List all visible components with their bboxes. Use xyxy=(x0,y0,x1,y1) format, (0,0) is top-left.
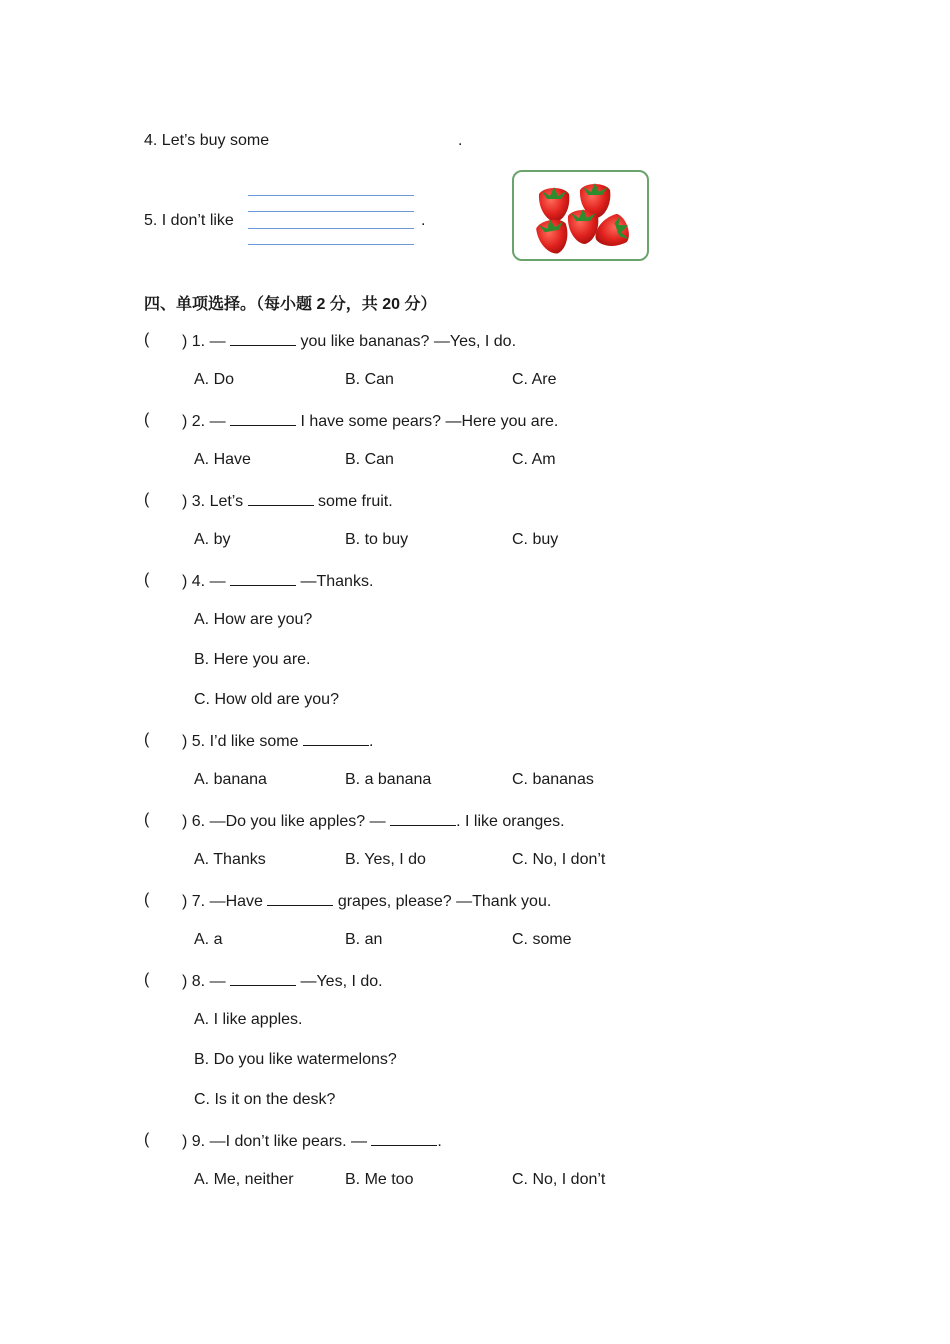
option-b[interactable]: B. Can xyxy=(345,371,394,388)
option-a[interactable]: A. How are you? xyxy=(194,611,313,628)
option-a[interactable]: A. Do xyxy=(194,371,235,388)
question-6 xyxy=(182,811,565,831)
option-b[interactable]: B. Can xyxy=(345,451,394,468)
option-c[interactable]: C. buy xyxy=(512,531,559,548)
answer-blank[interactable] xyxy=(230,971,296,986)
answer-blank[interactable] xyxy=(303,731,369,746)
option-a[interactable]: A. I like apples. xyxy=(194,1011,303,1028)
option-c[interactable]: C. How old are you? xyxy=(194,691,339,708)
option-c[interactable]: C. bananas xyxy=(512,771,594,788)
question-3 xyxy=(182,491,393,511)
answer-paren[interactable]: ( xyxy=(144,411,150,428)
option-a[interactable]: A. banana xyxy=(194,771,267,788)
writing-line[interactable] xyxy=(248,211,414,212)
fill-q5-text: 5. I don’t like xyxy=(144,212,234,229)
question-text: ) 1. — xyxy=(182,333,226,350)
question-5 xyxy=(182,731,373,751)
option-a[interactable]: A. Me, neither xyxy=(194,1171,294,1188)
option-a[interactable]: A. Thanks xyxy=(194,851,266,868)
option-b[interactable]: B. an xyxy=(345,931,383,948)
question-text: ) 8. — xyxy=(182,973,226,990)
option-b[interactable]: B. to buy xyxy=(345,531,409,548)
answer-paren[interactable]: ( xyxy=(144,1131,150,1148)
option-c[interactable]: C. Is it on the desk? xyxy=(194,1091,336,1108)
answer-blank[interactable] xyxy=(230,411,296,426)
question-text: . xyxy=(437,1133,442,1150)
question-text: ) 4. — xyxy=(182,573,226,590)
question-text: . I like oranges. xyxy=(456,813,565,830)
option-b[interactable]: B. Yes, I do xyxy=(345,851,426,868)
option-b[interactable]: B. Do you like watermelons? xyxy=(194,1051,397,1068)
option-c[interactable]: C. Am xyxy=(512,451,556,468)
answer-paren[interactable]: ( xyxy=(144,571,150,588)
answer-paren[interactable]: ( xyxy=(144,491,150,508)
question-1 xyxy=(182,331,516,351)
question-text: ) 9. —I don’t like pears. — xyxy=(182,1133,367,1150)
fill-q5-end: . xyxy=(421,212,426,229)
question-text: . xyxy=(368,733,374,750)
writing-line[interactable] xyxy=(248,195,414,196)
question-text: ) 6. —Do you like apples? — xyxy=(182,813,386,830)
answer-blank[interactable] xyxy=(371,1131,437,1146)
answer-blank[interactable] xyxy=(248,491,314,506)
question-7 xyxy=(182,891,551,911)
answer-paren[interactable]: ( xyxy=(144,331,150,348)
answer-paren[interactable]: ( xyxy=(144,891,150,908)
question-text: you like bananas? —Yes, I do. xyxy=(300,333,517,350)
question-8 xyxy=(182,971,383,991)
option-a[interactable]: A. by xyxy=(194,531,231,548)
option-a[interactable]: A. Have xyxy=(194,451,251,468)
question-text: some fruit. xyxy=(317,493,393,510)
question-text: ) 7. —Have xyxy=(182,893,263,910)
option-a[interactable]: A. a xyxy=(194,931,223,948)
section-title: 四、单项选择。（每小题 2 分，共 20 分） xyxy=(144,296,437,313)
option-b[interactable]: B. a banana xyxy=(345,771,432,788)
writing-line[interactable] xyxy=(248,244,414,245)
question-text: I have some pears? —Here you are. xyxy=(300,413,559,430)
answer-blank[interactable] xyxy=(267,891,333,906)
option-c[interactable]: C. No, I don’t xyxy=(512,1171,606,1188)
answer-blank[interactable] xyxy=(390,811,456,826)
answer-blank[interactable] xyxy=(230,571,296,586)
option-b[interactable]: B. Here you are. xyxy=(194,651,311,668)
option-b[interactable]: B. Me too xyxy=(345,1171,414,1188)
question-text: ) 5. I’d like some xyxy=(182,733,299,750)
fill-q4-end: . xyxy=(458,132,463,149)
question-text: ) 2. — xyxy=(182,413,226,430)
question-text: —Yes, I do. xyxy=(300,973,383,990)
writing-line[interactable] xyxy=(248,228,414,229)
option-c[interactable]: C. some xyxy=(512,931,572,948)
answer-paren[interactable]: ( xyxy=(144,811,150,828)
answer-blank[interactable] xyxy=(230,331,296,346)
option-c[interactable]: C. Are xyxy=(512,371,557,388)
strawberries-icon xyxy=(514,172,647,259)
question-4 xyxy=(182,571,373,591)
answer-paren[interactable]: ( xyxy=(144,731,150,748)
question-text: ) 3. Let’s xyxy=(182,493,244,510)
strawberries-picture xyxy=(512,170,649,261)
question-9 xyxy=(182,1131,442,1151)
fill-q4-text: 4. Let’s buy some xyxy=(144,132,270,149)
question-text: —Thanks. xyxy=(300,573,374,590)
answer-paren[interactable]: ( xyxy=(144,971,150,988)
question-text: grapes, please? —Thank you. xyxy=(337,893,552,910)
option-c[interactable]: C. No, I don’t xyxy=(512,851,606,868)
question-2 xyxy=(182,411,558,431)
